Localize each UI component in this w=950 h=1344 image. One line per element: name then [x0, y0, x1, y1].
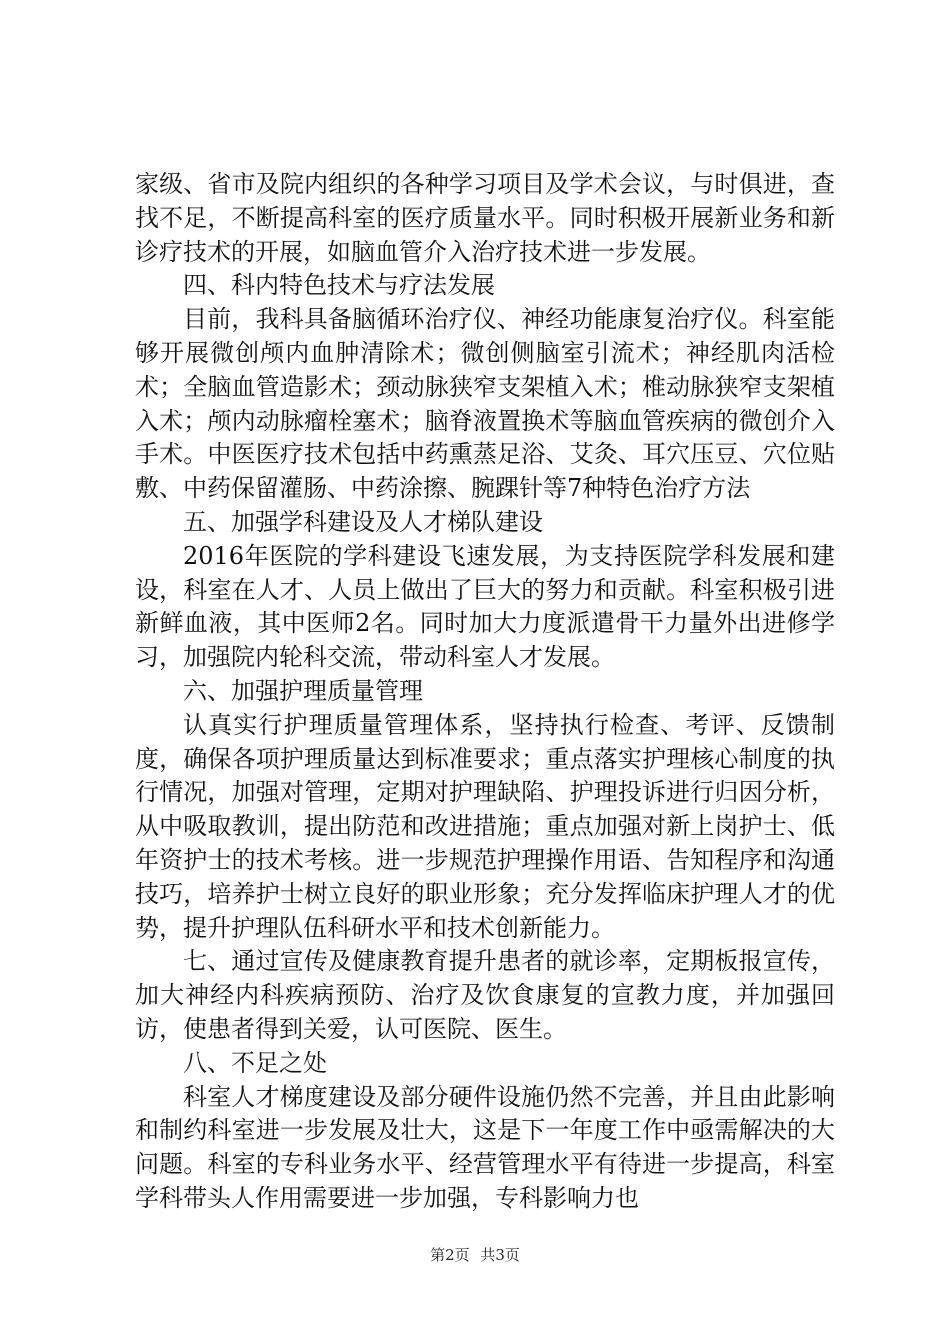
page-number: 第2页 [430, 1246, 470, 1264]
paragraph-continuation: 家级、省市及院内组织的各种学习项目及学术会议，与时俱进，查找不足，不断提高科室的医疗质量水平。同时积极开展新业务和新诊疗技术的开展，如脑血管介入治疗技术进一步发展。 [135, 170, 835, 266]
page-footer [0, 1245, 950, 1265]
section-heading-5: 五、加强学科建设及人才梯队建设 [183, 507, 543, 536]
paragraph-shortcomings: 科室人才梯度建设及部分硬件设施仍然不完善，并且由此影响和制约科室进一步发展及壮大，这是下一年度工作中亟需解决的大问题。科室的专科业务水平、经营管理水平有待进一步提高，科室学科带头人作用需要进一步加强，专科影响力也 [135, 1082, 835, 1212]
page-total: 共3页 [480, 1246, 520, 1264]
paragraph-nursing-quality: 认真实行护理质量管理体系，坚持执行检查、考评、反馈制度，确保各项护理质量达到标准要求；重点落实护理核心制度的执行情况，加强对管理，定期对护理缺陷、护理投诉进行归因分析，从中吸取教训，提出防范和改进措施；重点加强对新上岗护士、低年资护士的技术考核。进一步规范护理操作用语、告知程序和沟通技巧，培养护士树立良好的职业形象；充分发挥临床护理人才的优势，提升护理队伍科研水平和技术创新能力。 [135, 710, 835, 942]
paragraph-discipline-building: 2016年医院的学科建设飞速发展，为支持医院学科发展和建设，科室在人才、人员上做出了巨大的努力和贡献。科室积极引进新鲜血液，其中医师2名。同时加大力度派遣骨干力量外出进修学习，加强院内轮科交流，带动科室人才发展。 [135, 541, 835, 672]
section-heading-4: 四、科内特色技术与疗法发展 [183, 271, 495, 300]
paragraph-special-techniques: 目前，我科具备脑循环治疗仪、神经功能康复治疗仪。科室能够开展微创颅内血肿清除术；微创侧脑室引流术；神经肌肉活检术；全脑血管造影术；颈动脉狭窄支架植入术；椎动脉狭窄支架植入术；颅内动脉瘤栓塞术；脑脊液置换术等脑血管疾病的微创介入手术。中医医疗技术包括中药熏蒸足浴、艾灸、耳穴压豆、穴位贴敷、中药保留灌肠、中药涂擦、腕踝针等7种特色治疗方法 [135, 305, 835, 503]
document-body [135, 168, 835, 1216]
section-heading-6: 六、加强护理质量管理 [183, 676, 423, 705]
section-heading-8: 八、不足之处 [183, 1048, 327, 1077]
paragraph-health-education: 七、通过宣传及健康教育提升患者的就诊率，定期板报宣传，加大神经内科疾病预防、治疗及饮食康复的宣教力度，并加强回访，使患者得到关爱，认可医院、医生。 [135, 947, 835, 1043]
